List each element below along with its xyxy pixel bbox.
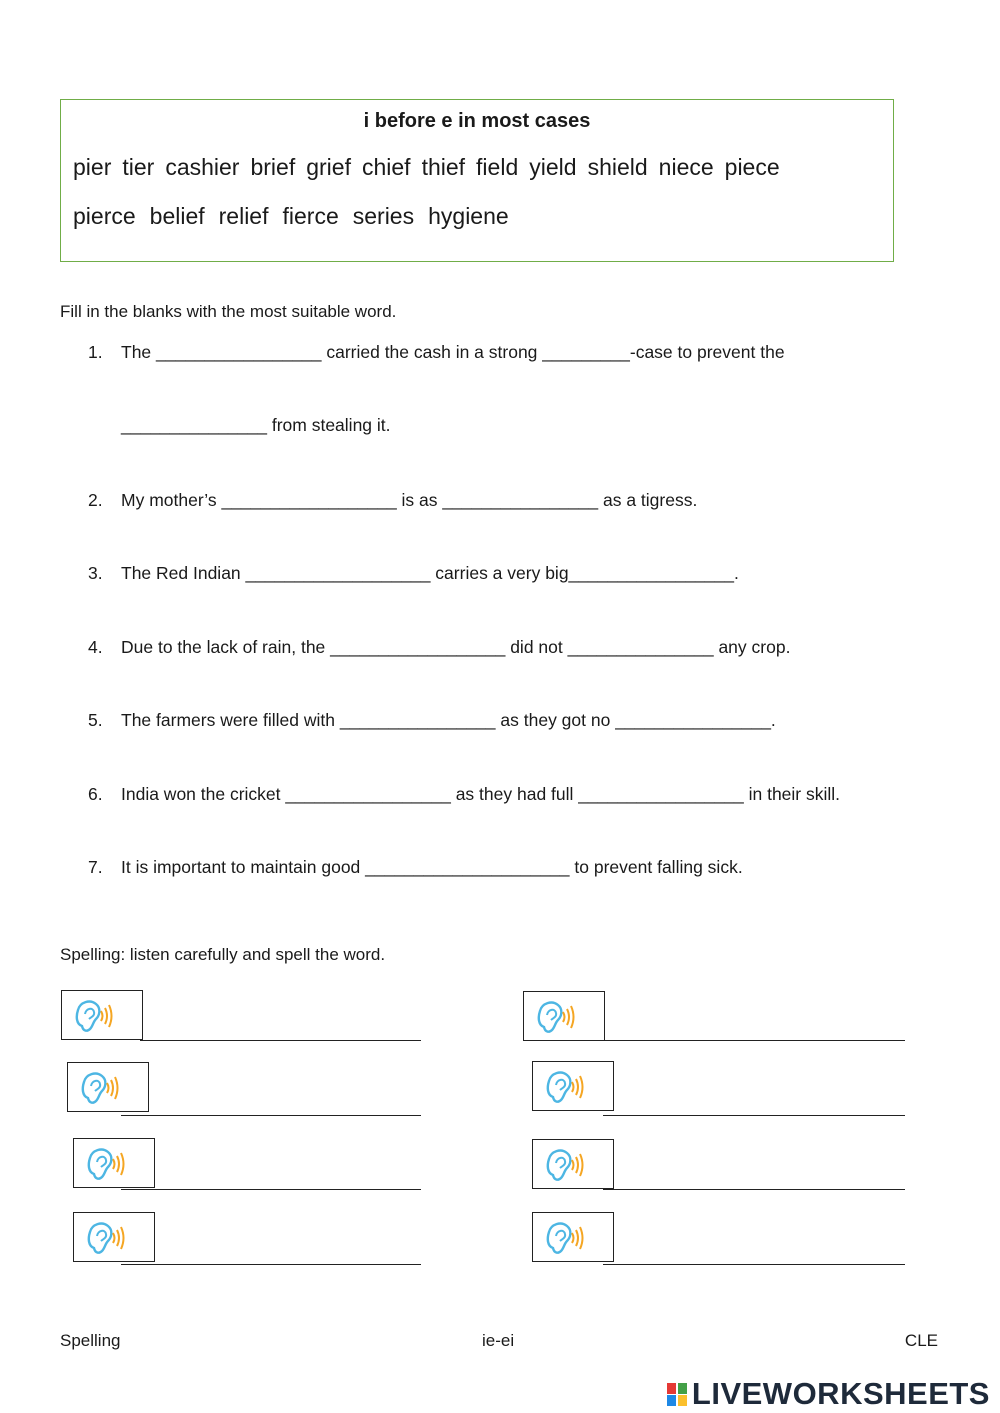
footer-right: CLE: [904, 1331, 938, 1350]
spelling-answer-line[interactable]: [121, 1189, 421, 1190]
audio-button[interactable]: [61, 990, 143, 1040]
brand-name: LIVEWORKSHEETS: [691, 1376, 990, 1411]
word-bank-word: belief: [149, 203, 205, 229]
question-6: [88, 784, 840, 805]
word-bank-word: fierce: [282, 203, 339, 229]
word-bank-word: brief: [250, 154, 296, 180]
question-text[interactable]: The Red Indian ___________________ carries a very big_________________.: [121, 563, 739, 583]
question-5: [88, 710, 776, 731]
question-7: [88, 857, 743, 878]
footer-left: Spelling: [60, 1331, 121, 1350]
ear-sound-icon: [68, 996, 116, 1036]
question-2: [88, 490, 697, 511]
word-bank-word: grief: [306, 154, 351, 180]
question-1-continuation[interactable]: _______________ from stealing it.: [121, 415, 391, 435]
spelling-answer-line[interactable]: [603, 1264, 905, 1265]
word-bank-word: relief: [218, 203, 269, 229]
word-bank-word: thief: [421, 154, 466, 180]
ear-sound-icon: [74, 1068, 122, 1108]
audio-button[interactable]: [73, 1138, 155, 1188]
spelling-answer-line[interactable]: [603, 1189, 905, 1190]
question-number: 6.: [88, 784, 103, 804]
question-text[interactable]: It is important to maintain good _____________________ to prevent falling sick.: [121, 857, 743, 877]
footer-center: ie-ei: [482, 1331, 515, 1350]
word-bank-word: niece: [658, 154, 714, 180]
audio-button[interactable]: [523, 991, 605, 1041]
question-text[interactable]: The farmers were filled with ________________ as they got no ________________.: [121, 710, 776, 730]
word-bank-word: shield: [587, 154, 648, 180]
spelling-instruction: Spelling: listen carefully and spell the word.: [60, 945, 386, 964]
fill-blanks-instruction: Fill in the blanks with the most suitable word.: [60, 302, 397, 321]
audio-button[interactable]: [532, 1061, 614, 1111]
question-4: [88, 637, 790, 658]
ear-sound-icon: [539, 1067, 587, 1107]
word-bank-word: tier: [122, 154, 155, 180]
spelling-answer-line[interactable]: [140, 1040, 421, 1041]
word-bank-word: pier: [73, 154, 112, 180]
ear-sound-icon: [80, 1218, 128, 1258]
audio-button[interactable]: [73, 1212, 155, 1262]
question-text[interactable]: Due to the lack of rain, the __________________ did not _______________ any crop.: [121, 637, 791, 657]
audio-button[interactable]: [532, 1212, 614, 1262]
word-bank-word: chief: [361, 154, 411, 180]
ear-sound-icon: [539, 1145, 587, 1185]
question-number: 5.: [88, 710, 103, 730]
word-bank-word: yield: [529, 154, 577, 180]
question-1: [88, 342, 785, 363]
question-number: 4.: [88, 637, 103, 657]
logo-mark-icon: [667, 1381, 689, 1407]
word-bank-row-1: [73, 154, 791, 181]
word-bank-word: cashier: [165, 154, 240, 180]
word-bank-box: [60, 99, 894, 262]
audio-button[interactable]: [67, 1062, 149, 1112]
question-text[interactable]: India won the cricket _________________ as they had full _________________ in their skill.: [121, 784, 841, 804]
question-number: 2.: [88, 490, 103, 510]
question-number: 7.: [88, 857, 103, 877]
ear-sound-icon: [530, 997, 578, 1037]
word-bank-word: hygiene: [428, 203, 509, 229]
ear-sound-icon: [80, 1144, 128, 1184]
spelling-answer-line[interactable]: [121, 1264, 421, 1265]
word-bank-word: field: [476, 154, 519, 180]
word-bank-word: series: [352, 203, 415, 229]
question-number: 3.: [88, 563, 103, 583]
spelling-answer-line[interactable]: [603, 1040, 905, 1041]
question-text[interactable]: My mother’s __________________ is as ________________ as a tigress.: [121, 490, 698, 510]
question-text[interactable]: The _________________ carried the cash in a strong _________-case to prevent the: [121, 342, 785, 362]
word-bank-word: piece: [724, 154, 780, 180]
spelling-answer-line[interactable]: [121, 1115, 421, 1116]
audio-button[interactable]: [532, 1139, 614, 1189]
liveworksheets-logo: [667, 1376, 990, 1412]
word-bank-row-2: [73, 203, 523, 230]
word-bank-title: i before e in most cases: [363, 110, 591, 132]
word-bank-word: pierce: [73, 203, 136, 229]
question-number: 1.: [88, 342, 103, 362]
ear-sound-icon: [539, 1218, 587, 1258]
spelling-answer-line[interactable]: [603, 1115, 905, 1116]
question-3: [88, 563, 739, 584]
